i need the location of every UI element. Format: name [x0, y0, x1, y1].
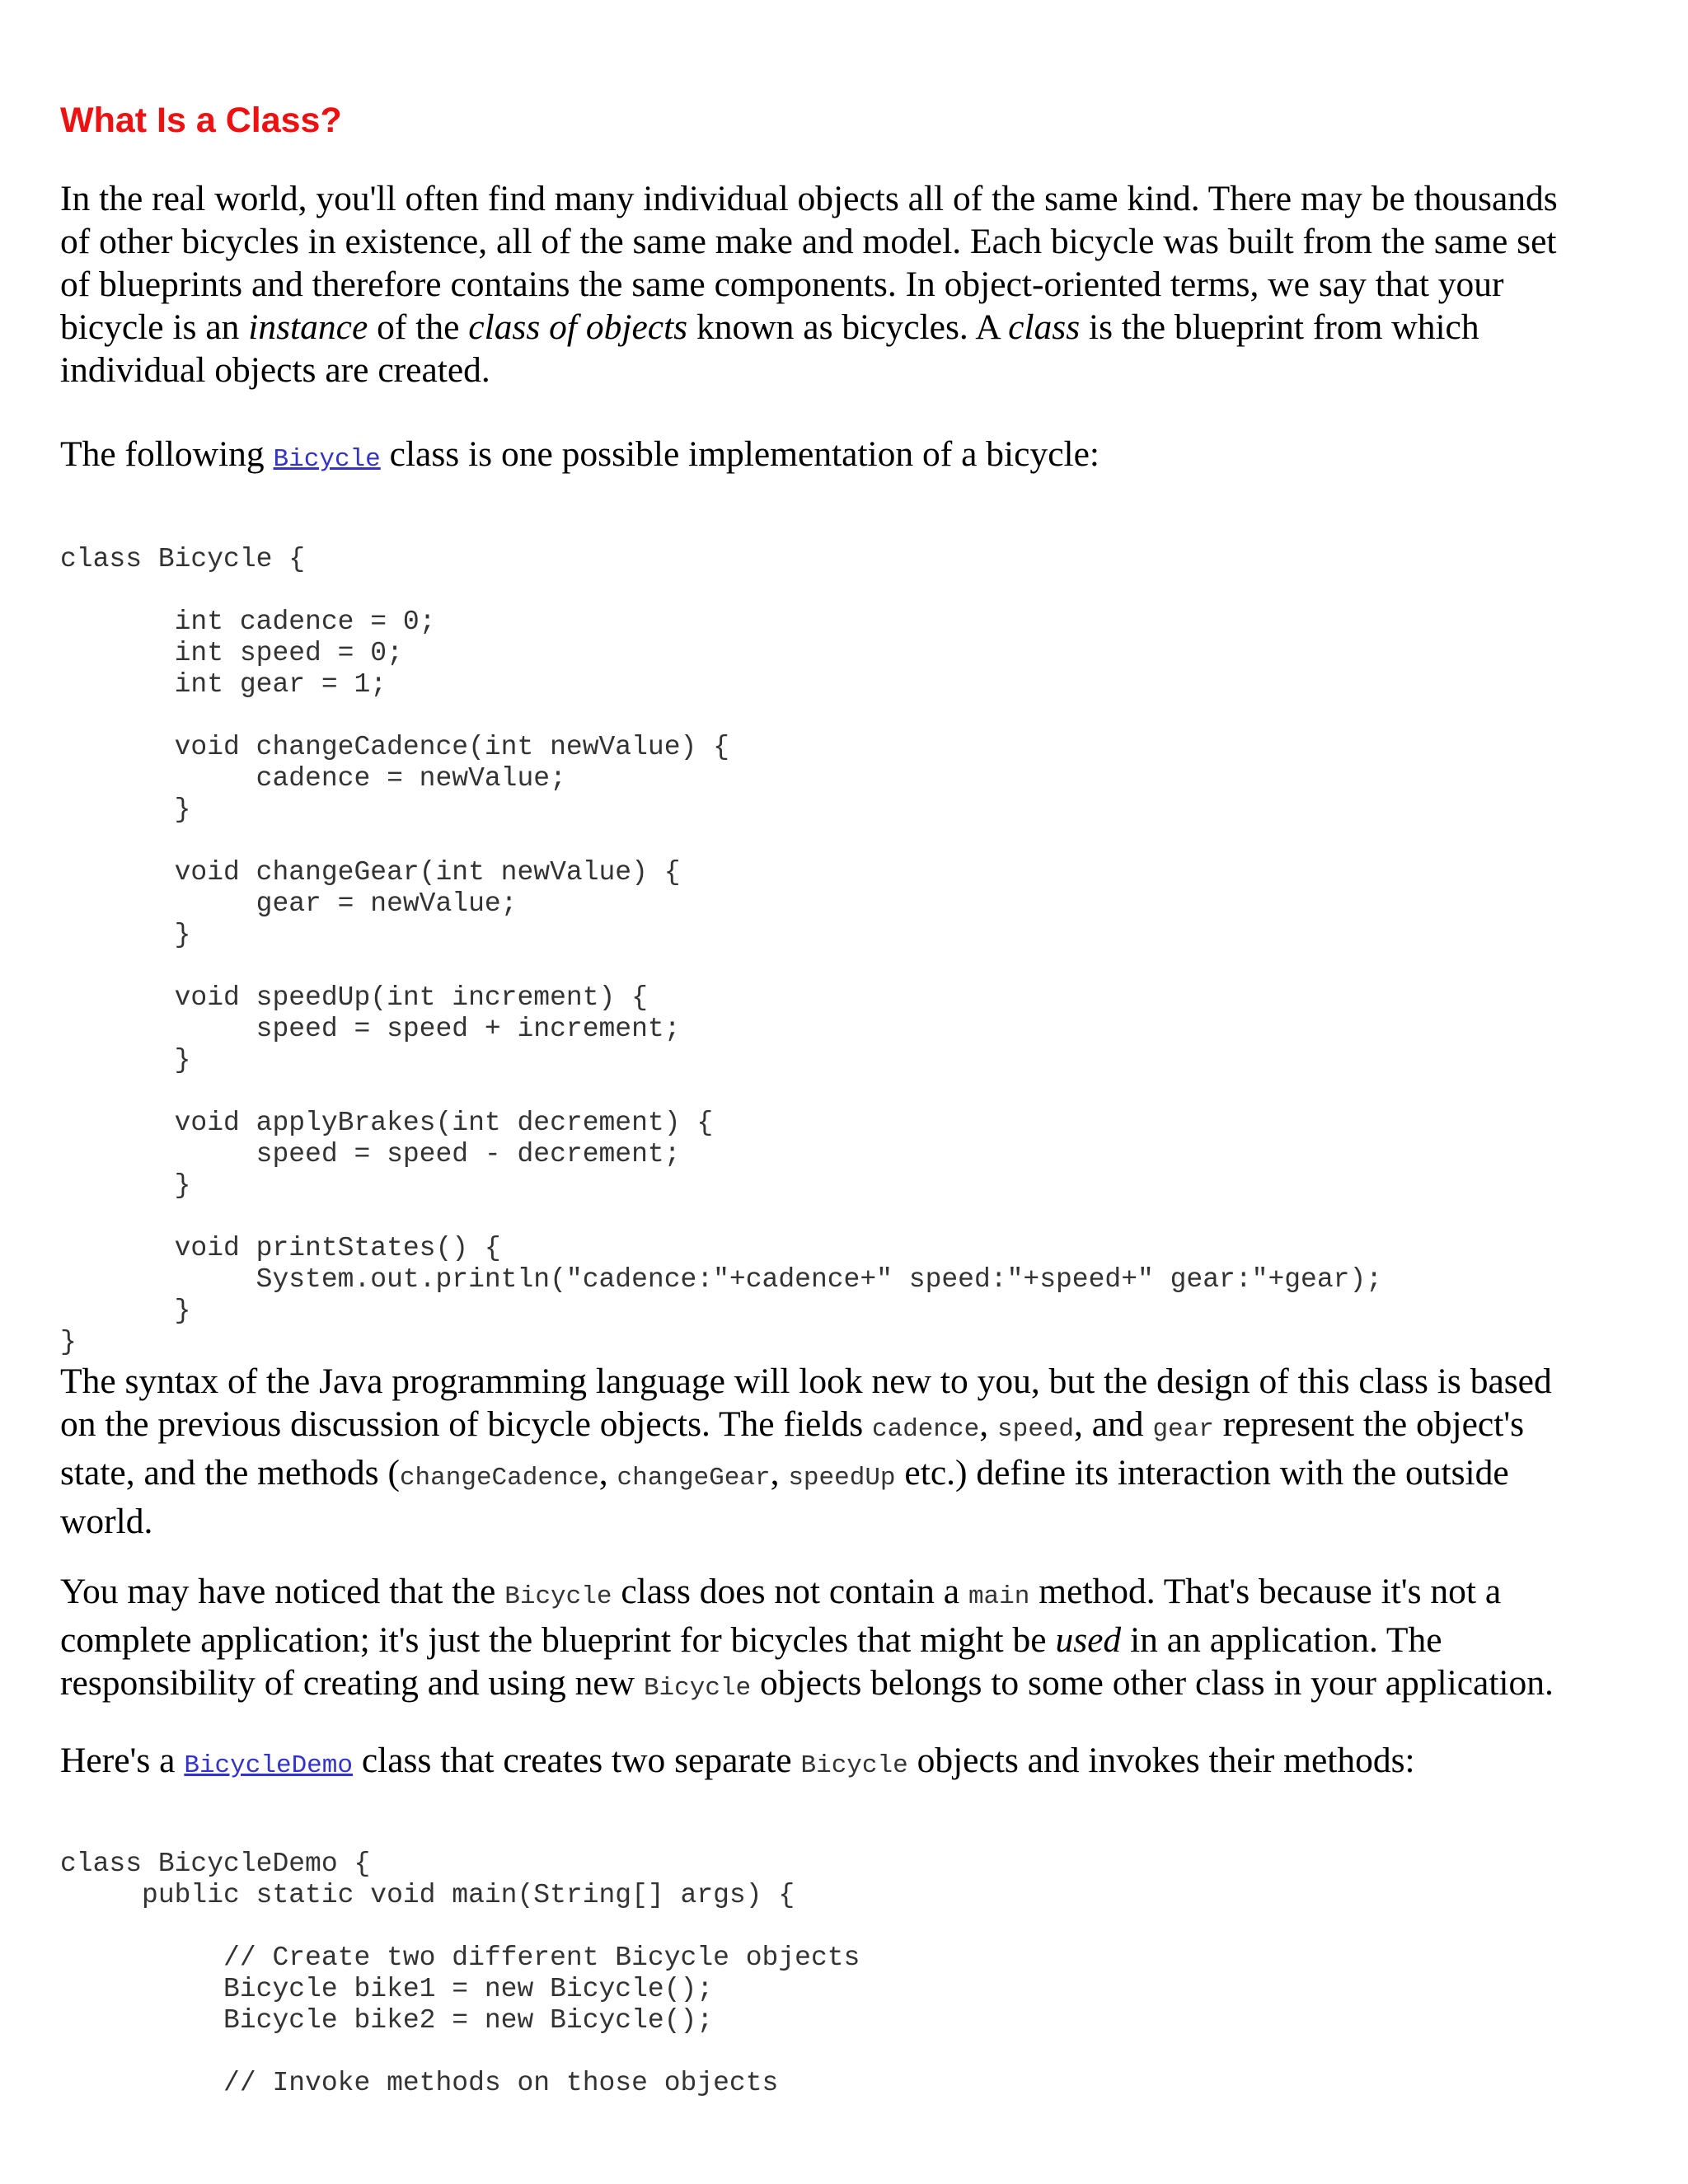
bicycledemo-link[interactable]: BicycleDemo	[184, 1751, 353, 1780]
main-line-2a: complete application; it's just the blueprint for bicycles that might be	[60, 1620, 1056, 1660]
section-title: What Is a Class?	[60, 101, 342, 140]
main-line-1c: method. That's because it's not a	[1029, 1572, 1502, 1611]
main-line-3a: responsibility of creating and using new	[60, 1663, 644, 1703]
demo-text-a: Here's a	[60, 1741, 185, 1780]
main-line-1b: class does not contain a	[612, 1572, 968, 1611]
term-instance: instance	[248, 307, 368, 347]
demo-text-c: objects and invokes their methods:	[907, 1741, 1415, 1780]
paragraph-following	[60, 433, 1634, 481]
intro-line-1: In the real world, you'll often find many individual objects all of the same kind. There may be thousands	[60, 179, 1558, 218]
syntax-line-4: world.	[60, 1502, 153, 1541]
syntax-and: , and	[1074, 1404, 1153, 1444]
syntax-comma-1: ,	[979, 1404, 997, 1444]
paragraph-demo-intro	[60, 1739, 1634, 1788]
method-changegear: changeGear	[617, 1464, 771, 1493]
syntax-line-2b: represent the object's	[1213, 1404, 1525, 1444]
main-line-2b: in an application. The	[1121, 1620, 1442, 1660]
intro-line-4d: is the blueprint from which	[1080, 307, 1479, 347]
demo-text-b: class that creates two separate	[352, 1741, 801, 1780]
code-bicycle-1: Bicycle	[504, 1582, 612, 1611]
code-bicycle-2: Bicycle	[643, 1674, 752, 1703]
term-class-of-objects: class of objects	[468, 307, 688, 347]
intro-line-2: of other bicycles in existence, all of the same make and model. Each bicycle was built from the same set	[60, 222, 1557, 261]
intro-line-4c: known as bicycles. A	[687, 307, 1009, 347]
following-text-b: class is one possible implementation of a bicycle:	[380, 434, 1100, 474]
field-speed: speed	[996, 1415, 1074, 1444]
code-block-bicycle: class Bicycle { int cadence = 0; int speed = 0; int gear = 1; void changeCadence(int newValue) { cadence = newValue; } void changeGear(int newValue) { gear = newValue; } void speedUp(int increment) { speed = speed + increment; } void applyBrakes(int decrement) { speed = speed - decrement; } void printStates() { System.out.println("cadence:"+cadence+" speed:"+speed+" gear:"+gear); } }	[60, 544, 1383, 1357]
method-speedup: speedUp	[788, 1464, 896, 1493]
method-changecadence: changeCadence	[399, 1464, 599, 1493]
bicycle-link[interactable]: Bicycle	[273, 445, 381, 474]
intro-line-5: individual objects are created.	[60, 350, 490, 390]
term-used: used	[1055, 1620, 1122, 1660]
field-gear: gear	[1152, 1415, 1214, 1444]
paragraph-intro	[60, 177, 1634, 391]
syntax-line-3b: etc.) define its interaction with the outside	[895, 1453, 1509, 1493]
main-line-1a: You may have noticed that the	[60, 1572, 505, 1611]
code-main: main	[968, 1582, 1030, 1611]
field-cadence: cadence	[872, 1415, 980, 1444]
code-block-bicycledemo: class BicycleDemo { public static void main(String[] args) { // Create two different Bicycle objects Bicycle bike1 = new Bicycle(); Bicycle bike2 = new Bicycle(); // Invoke methods on those objects	[60, 1849, 860, 2098]
syntax-comma-2: ,	[598, 1453, 617, 1493]
following-text-a: The following	[60, 434, 274, 474]
paragraph-main-method	[60, 1570, 1634, 1710]
syntax-line-2a: on the previous discussion of bicycle objects. The fields	[60, 1404, 872, 1444]
intro-line-4b: of the	[368, 307, 469, 347]
term-class: class	[1008, 307, 1081, 347]
syntax-comma-3: ,	[770, 1453, 789, 1493]
intro-line-4a: bicycle is an	[60, 307, 249, 347]
intro-line-3: of blueprints and therefore contains the same components. In object-oriented terms, we say that your	[60, 265, 1504, 304]
syntax-line-3a: state, and the methods (	[60, 1453, 400, 1493]
main-line-3b: objects belongs to some other class in your application.	[751, 1663, 1554, 1703]
syntax-line-1: The syntax of the Java programming language will look new to you, but the design of this class is based	[60, 1361, 1552, 1401]
code-bicycle-3: Bicycle	[800, 1751, 908, 1780]
paragraph-syntax	[60, 1360, 1634, 1543]
